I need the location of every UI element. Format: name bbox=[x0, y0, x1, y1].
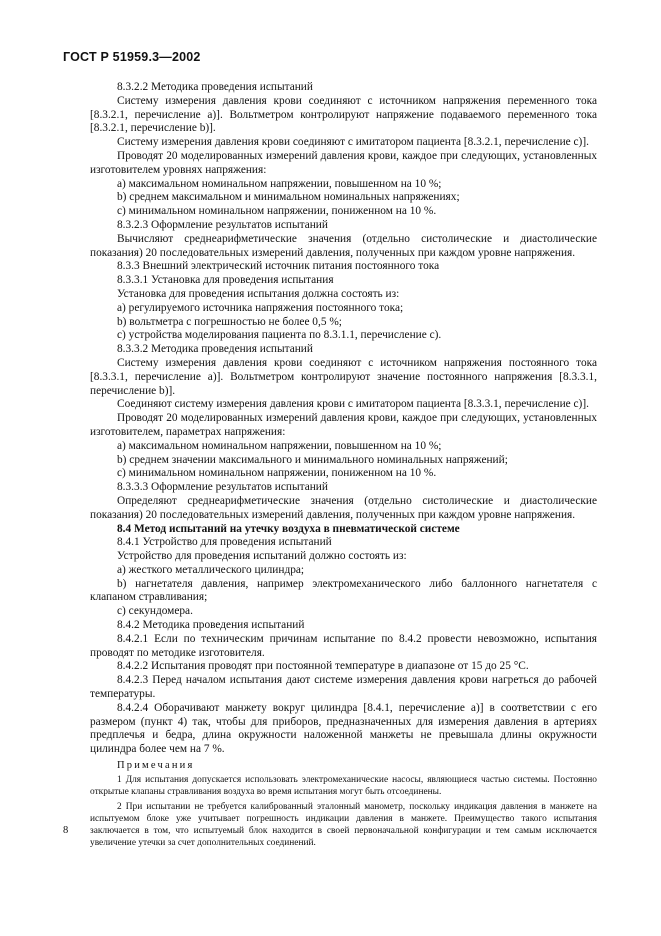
paragraph: 8.4.2.4 Оборачивают манжету вокруг цилиндра [8.4.1, перечисление а)] в соответствии с его размером (пункт 4) так, чтобы для приборов, предназначенных для измерения давления в артериях предплечья и бедра, длина окружности наложенной манжеты не превышала длины окружности цилиндра более чем на 7 %. bbox=[90, 701, 597, 756]
list-item: а) максимальном номинальном напряжении, повышенном на 10 %; bbox=[117, 177, 442, 190]
section-heading: 8.3.3.3 Оформление результатов испытаний bbox=[117, 481, 328, 494]
paragraph: Вычисляют среднеарифметические значения (отдельно систолические и диастолические показания) 20 последовательных измерений давления, полученных при каждом уровне напряжения. bbox=[90, 232, 597, 259]
paragraph: 8.4.2.1 Если по техническим причинам испытание по 8.4.2 провести невозможно, испытания проводят по методике изготовителя. bbox=[90, 632, 597, 659]
list-item: b) вольтметра с погрешностью не более 0,5 %; bbox=[117, 315, 342, 328]
section-heading: 8.3.3.1 Установка для проведения испытания bbox=[117, 274, 334, 287]
section-heading-bold: 8.4 Метод испытаний на утечку воздуха в пневматической системе bbox=[117, 522, 460, 535]
section-heading: 8.4.1 Устройство для проведения испытаний bbox=[117, 536, 332, 549]
paragraph: Проводят 20 моделированных измерений давления крови, каждое при следующих, установленных изготовителем уровнях напряжения: bbox=[90, 149, 597, 176]
paragraph: Проводят 20 моделированных измерений давления крови, каждое при следующих, установленных изготовителем, параметрах напряжения: bbox=[90, 412, 597, 438]
paragraph: Устройство для проведения испытаний должно состоять из: bbox=[117, 550, 407, 563]
section-heading: 8.3.3.2 Методика проведения испытаний bbox=[117, 343, 313, 356]
list-item: с) устройства моделирования пациента по 8.3.1.1, перечисление с). bbox=[117, 329, 442, 342]
list-item: с) секундомера. bbox=[117, 605, 193, 618]
section-heading: 8.3.2.3 Оформление результатов испытаний bbox=[117, 218, 328, 231]
list-item: b) среднем максимальном и минимальном номинальных напряжениях; bbox=[117, 191, 460, 204]
list-item: а) регулируемого источника напряжения постоянного тока; bbox=[117, 301, 404, 314]
list-item: а) жесткого металлического цилиндра; bbox=[117, 563, 305, 576]
list-item: а) максимальном номинальном напряжении, повышенном на 10 %; bbox=[117, 439, 442, 452]
paragraph: Систему измерения давления крови соединяют с источником напряжения переменного тока [8.3.2.1, перечисление а)]. Вольтметром контролируют напряжение подаваемого переменного тока [8.3.2.1, перечисление b)]. bbox=[90, 94, 597, 135]
list-item: с) минимальном номинальном напряжении, пониженном на 10 %. bbox=[117, 205, 437, 218]
paragraph: 8.4.2.2 Испытания проводят при постоянной температуре в диапазоне от 15 до 25 °С. bbox=[117, 660, 529, 673]
list-item: b) среднем значении максимального и минимального номинальных напряжений; bbox=[117, 453, 508, 466]
paragraph: Установка для проведения испытания должна состоять из: bbox=[117, 287, 400, 300]
section-heading: 8.4.2 Методика проведения испытаний bbox=[117, 619, 305, 632]
paragraph: 8.4.2.3 Перед началом испытания дают системе измерения давления крови нагреться до рабочей температуры. bbox=[90, 674, 597, 701]
note-1: 1 Для испытания допускается использовать электромеханические насосы, являющиеся частью системы. Постоянно открытые клапаны стравливания воздуха во время испытания могут быть отсоединены. bbox=[90, 774, 597, 797]
page-number: 8 bbox=[63, 825, 69, 836]
section-heading: 8.3.2.2 Методика проведения испытаний bbox=[117, 81, 313, 93]
paragraph: Соединяют систему измерения давления крови с имитатором пациента [8.3.3.1, перечисление с)]. bbox=[117, 398, 589, 411]
list-item: с) минимальном номинальном напряжении, пониженном на 10 %. bbox=[117, 467, 437, 480]
document-body bbox=[90, 81, 597, 849]
paragraph: Определяют среднеарифметические значения (отдельно систолические и диастолические показания) 20 последовательных измерений давления, полученных при каждом уровне напряжения. bbox=[90, 494, 597, 521]
note-2: 2 При испытании не требуется калиброванный эталонный манометр, поскольку индикация давления в манжете на испытуемом блоке уже учитывает погрешность индикации давления в манжете. Преимущество такого испытания заключается в том, что испытуемый блок находится в своей первоначальной конфигурации и тем самым исключается увеличение утечки за счет дополнительных соединений. bbox=[90, 801, 597, 848]
section-heading: 8.3.3 Внешний электрический источник питания постоянного тока bbox=[117, 260, 440, 273]
document-header: ГОСТ Р 51959.3—2002 bbox=[63, 50, 201, 64]
paragraph: Систему измерения давления крови соединяют с имитатором пациента [8.3.2.1, перечисление с)]. bbox=[117, 136, 589, 149]
paragraph: Систему измерения давления крови соединяют с источником напряжения постоянного тока [8.3.3.1, перечисление а)]. Вольтметром контролируют значение постоянного напряжения [8.3.3.1, перечисление b)]. bbox=[90, 356, 597, 397]
notes-label: Примечания bbox=[117, 760, 195, 772]
list-item: b) нагнетателя давления, например электромеханического либо баллонного нагнетателя с клапаном стравливания; bbox=[90, 577, 597, 604]
